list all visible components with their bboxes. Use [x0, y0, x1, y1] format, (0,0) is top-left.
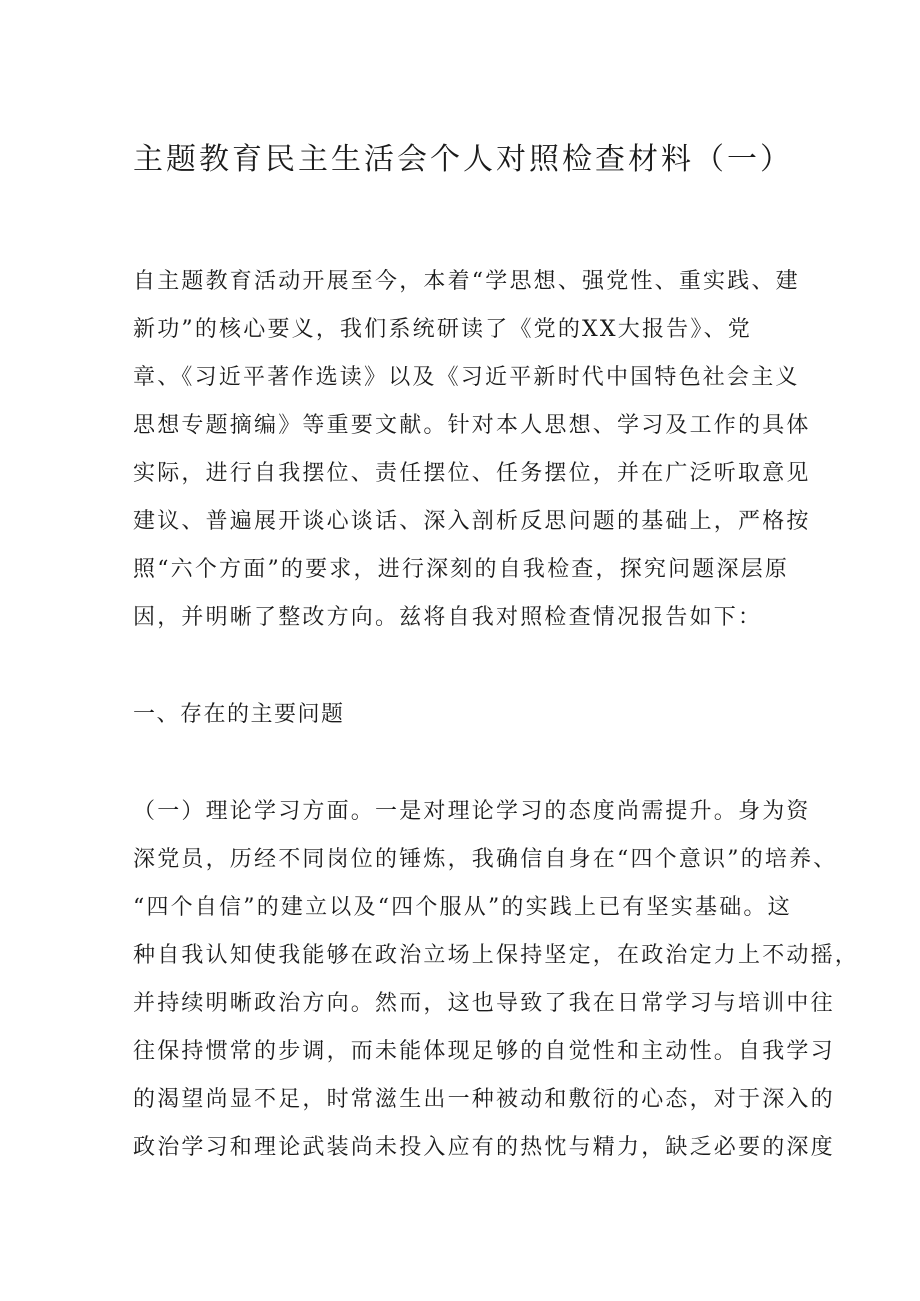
intro-line: 自主题教育活动开展至今，本着“学思想、强党性、重实践、建: [133, 269, 800, 294]
intro-line: 章、《习近平著作选读》以及《习近平新时代中国特色社会主义: [133, 365, 800, 390]
section-line: 往保持惯常的步调，而未能体现足够的自觉性和主动性。自我学习: [133, 1039, 835, 1064]
intro-line: 思想专题摘编》等重要文献。针对本人思想、学习及工作的具体: [133, 413, 811, 438]
section-line: 深党员，历经不同岗位的锤炼，我确信自身在“四个意识”的培养、: [133, 847, 838, 872]
document-title: 主题教育民主生活会个人对照检查材料（一）: [133, 142, 793, 177]
section-line: “四个自信”的建立以及“四个服从”的实践上已有坚实基础。这: [133, 895, 792, 920]
section-line: 种自我认知使我能够在政治立场上保持坚定，在政治定力上不动摇，: [133, 943, 860, 968]
section-line: 政治学习和理论武装尚未投入应有的热忱与精力，缺乏必要的深度: [133, 1135, 835, 1160]
section-line: （一）理论学习方面。一是对理论学习的态度尚需提升。身为资: [133, 799, 811, 824]
intro-line: 实际，进行自我摆位、责任摆位、任务摆位，并在广泛听取意见: [133, 461, 811, 486]
intro-line: 照“六个方面”的要求，进行深刻的自我检查，探究问题深层原: [133, 557, 790, 582]
section-heading: 一、存在的主要问题: [133, 702, 345, 727]
intro-line: 因，并明晰了整改方向。兹将自我对照检查情况报告如下：: [133, 605, 763, 630]
intro-line: 新功”的核心要义，我们系统研读了《党的XX大报告》、党: [133, 317, 752, 342]
section-line: 的渴望尚显不足，时常滋生出一种被动和敷衍的心态，对于深入的: [133, 1087, 835, 1112]
intro-line: 建议、普遍展开谈心谈话、深入剖析反思问题的基础上，严格按: [133, 509, 811, 534]
section-line: 并持续明晰政治方向。然而，这也导致了我在日常学习与培训中往: [133, 991, 835, 1016]
